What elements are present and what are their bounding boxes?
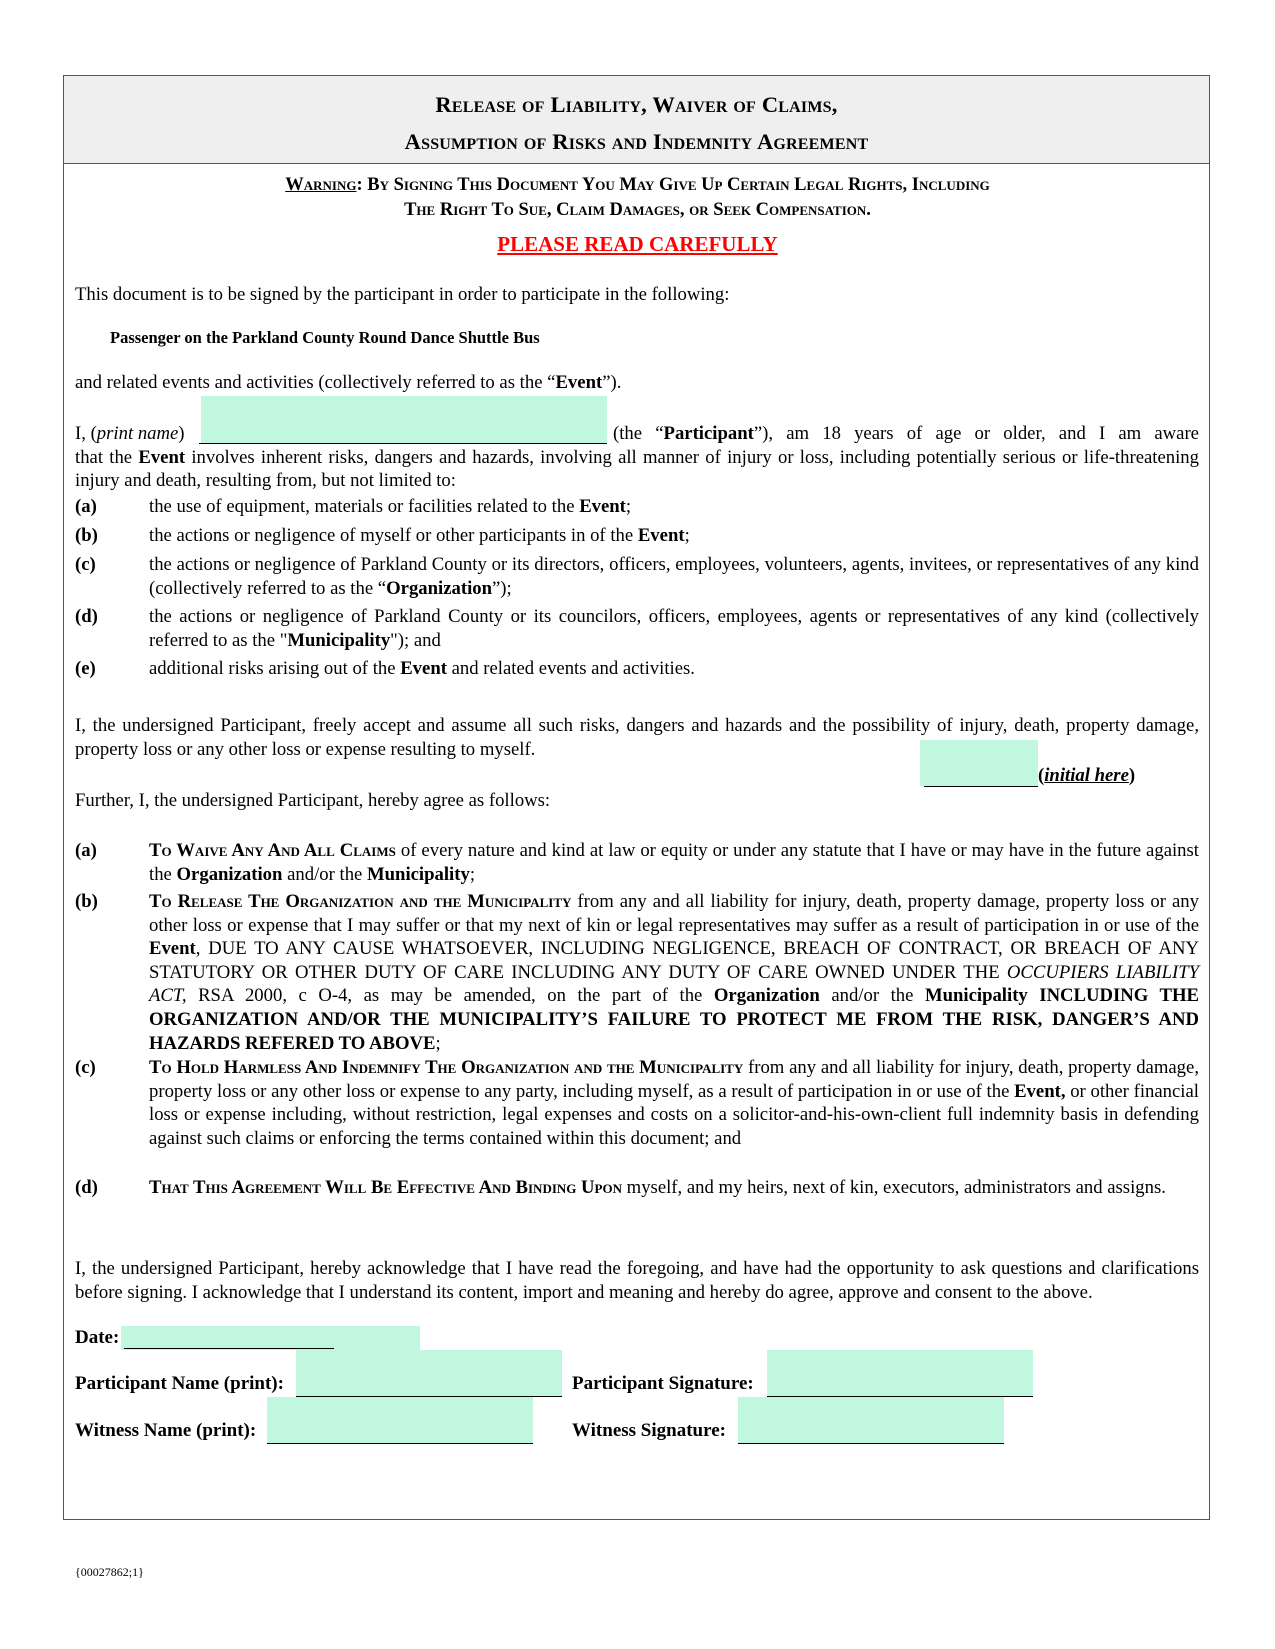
risk-post-b: ; (684, 525, 690, 546)
agreement-b-act: OCCUPIERS LIABILITY ACT, (149, 961, 1199, 1007)
acknowledge-paragraph: I, the undersigned Participant, hereby acknowledge that I have read the foregoing, and have had the opportunity to ask questions and clarifications before signing. I acknowledge that I understand its content, import and meaning and hereby do agree, approve and consent to the above. (75, 1258, 1199, 1303)
risk-label-b: (b) (75, 525, 98, 546)
pp-i: I, ( (75, 423, 97, 444)
agreement-item-a (75, 839, 1199, 886)
agreement-item-b (75, 890, 1199, 1055)
agreement-b-t1: from any and all liability for injury, death, property damage, property loss or any other loss or expense that I may suffer or that my next of kin or legal representatives may suffer as a result of participation in or use of the (149, 891, 1199, 936)
warning-line-1-text: : By Signing This Document You May Give Up Certain Legal Rights, Including (356, 175, 990, 195)
agreement-c-t1: from any and all liability for injury, death, property damage, property loss or any other loss or expense to any party, including myself, as a result of participation in or use of the (149, 1057, 1199, 1102)
title-box (64, 76, 1209, 164)
related-pre: and related events and activities (collectively referred to as the “ (75, 372, 556, 393)
event-name: Passenger on the Parkland County Round Dance Shuttle Bus (110, 328, 540, 347)
initial-underline (924, 762, 1038, 787)
please-read-carefully: PLEASE READ CAREFULLY (497, 232, 778, 256)
agreement-b-t5: ; (435, 1032, 441, 1054)
agreement-b-bold-end: Municipality INCLUDING THE ORGANIZATION AND/OR THE MUNICIPALITY’S FAILURE TO PROTECT ME FROM THE RISK, DANGER’S AND HAZARDS REFERED TO ABOVE (149, 985, 1199, 1054)
agreement-a-org: Organization (176, 863, 283, 885)
witness-name-underline (267, 1421, 533, 1444)
participant-name-underline (296, 1374, 562, 1397)
agreement-d-t1: myself, and my heirs, next of kin, executors, administrators and assigns. (622, 1177, 1166, 1198)
risk-label-a: (a) (75, 496, 97, 517)
agreement-b-t3: RSA 2000, c O-4, as may be amended, on the part of the (186, 985, 714, 1007)
risk-text-c: the actions or negligence of Parkland County or its directors, officers, employees, volunteers, agents, invitees, or representatives of any kind (collectively referred to as the “ (149, 554, 1199, 599)
risk-bold-a: Event (579, 496, 626, 517)
participant-signature-label: Participant Signature: (572, 1373, 754, 1394)
agreement-label-b: (b) (75, 891, 98, 912)
agreement-b-t2: , DUE TO ANY CAUSE WHATSOEVER, INCLUDING NEGLIGENCE, BREACH OF CONTRACT, OR BREACH OF ANY STATUTORY OR OTHER DUTY OF CARE INCLUDING ANY DUTY OF CARE OWNED UNDER THE (149, 938, 1199, 983)
warning-word: Warning (285, 175, 357, 195)
agreement-heading-b: To Release The Organization and the Municipality (149, 891, 572, 912)
risk-item-a (75, 495, 1199, 519)
witness-signature-underline (738, 1421, 1004, 1444)
agreement-heading-c: To Hold Harmless And Indemnify The Organization and the Municipality (149, 1057, 744, 1078)
risk-post-e: and related events and activities. (446, 658, 695, 679)
agreement-label-d: (d) (75, 1177, 98, 1198)
risk-post-c: ”); (492, 577, 512, 599)
pp-the: (the “ (613, 423, 664, 444)
pp-rest2: involves inherent risks, dangers and hazards, involving all manner of injury or loss, including potentially serious or life-threatening injury and death, resulting from, but not limited to: (75, 446, 1199, 492)
related-events-text (75, 371, 1199, 395)
risk-bold-b: Event (637, 525, 685, 546)
agreement-c-t2: or other financial loss or expense including, without restriction, legal expenses and costs on a solicitor-and-his-own-client full indemnity basis in defending against such claims or enforcing the terms contained within this document; and (149, 1080, 1199, 1149)
document-code: {00027862;1} (75, 1565, 144, 1579)
risk-bold-c: Organization (386, 577, 493, 599)
agreement-a-t3: ; (469, 863, 476, 885)
agreement-item-d (75, 1176, 1199, 1200)
risk-bold-d: Municipality (287, 629, 391, 651)
related-event-bold: Event (555, 372, 603, 393)
pp-close: ) (178, 423, 185, 444)
initial-here-text: initial here (1044, 765, 1129, 786)
intro-text: This document is to be signed by the participant in order to participate in the following: (75, 284, 730, 305)
risk-post-d: "); and (390, 629, 441, 651)
participant-paragraph (75, 422, 1199, 493)
risk-item-c (75, 553, 1199, 600)
participant-name-label: Participant Name (print): (75, 1373, 284, 1394)
agreement-a-mun: Municipality (367, 863, 470, 885)
agreement-b-org: Organization (713, 985, 820, 1007)
risk-label-c: (c) (75, 554, 96, 575)
pp-print-name: print name (96, 423, 179, 444)
witness-name-label: Witness Name (print): (75, 1420, 257, 1441)
risk-text-b: the actions or negligence of myself or other participants in of the (149, 525, 638, 546)
agreement-frame (63, 75, 1210, 1520)
agreement-item-c (75, 1056, 1199, 1150)
agreement-label-c: (c) (75, 1057, 96, 1078)
risk-text-d: the actions or negligence of Parkland County or its councilors, officers, employees, agents or representatives of any kind (collectively referred to as the " (149, 606, 1199, 651)
further-text: Further, I, the undersigned Participant, hereby agree as follows: (75, 790, 551, 811)
accept-paragraph: I, the undersigned Participant, freely accept and assume all such risks, dangers and hazards and the possibility of injury, death, property damage, property loss or any other loss or expense resulting to myself. (75, 715, 1199, 760)
warning-line-1 (64, 172, 1211, 198)
related-post: ”). (602, 372, 622, 393)
agreement-c-event: Event, (1014, 1080, 1066, 1102)
agreement-label-a: (a) (75, 840, 97, 861)
risk-text-a: the use of equipment, materials or facilities related to the (149, 496, 580, 517)
pp-event-bold: Event (138, 446, 186, 468)
pp-rest1: ”), am 18 years of age or older, and I am aware (753, 423, 1199, 444)
pp-that-the: that the (75, 446, 139, 468)
warning-line-2: The Right To Sue, Claim Damages, or Seek Compensation. (404, 200, 871, 220)
pp-participant-bold: Participant (663, 423, 754, 444)
risk-bold-e: Event (400, 658, 447, 679)
date-label: Date: (75, 1327, 120, 1348)
title-line-2: Assumption of Risks and Indemnity Agreement (404, 129, 869, 154)
risk-item-e (75, 657, 1199, 681)
risk-post-a: ; (625, 496, 632, 517)
title-line-1: Release of Liability, Waiver of Claims, (435, 92, 838, 117)
agreement-heading-a: To Waive Any And All Claims (149, 840, 396, 861)
witness-signature-label: Witness Signature: (572, 1420, 726, 1441)
risk-item-b (75, 524, 1199, 548)
risk-label-d: (d) (75, 606, 98, 627)
agreement-heading-d: That This Agreement Will Be Effective And Binding Upon (149, 1177, 622, 1198)
participant-signature-underline (767, 1374, 1033, 1397)
agreement-a-t2: and/or the (282, 863, 368, 885)
agreement-b-event: Event (149, 938, 196, 960)
risk-text-e: additional risks arising out of the (149, 658, 401, 679)
initial-here-label: (initial here) (1038, 765, 1136, 786)
risk-label-e: (e) (75, 658, 96, 679)
agreement-b-t4: and/or the (819, 985, 925, 1007)
date-underline (124, 1326, 334, 1349)
agreement-a-t1: of every nature and kind at law or equity or under any statute that I have or may have in the future against the (149, 840, 1199, 885)
risk-item-d (75, 605, 1199, 652)
